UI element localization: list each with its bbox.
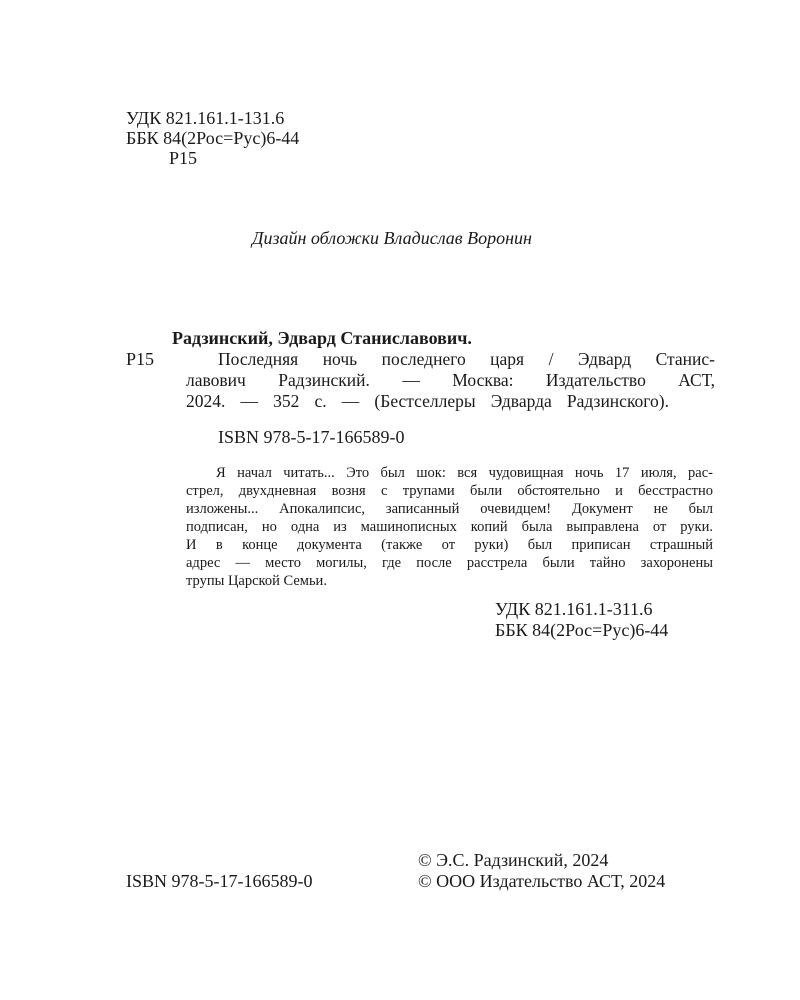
catalog-udk-code: УДК 821.161.1-311.6 — [495, 599, 653, 619]
annotation-line: трупы Царской Семьи. — [186, 573, 327, 589]
top-bbk-code: ББК 84(2Рос=Рус)6-44 — [126, 128, 300, 148]
annotation-line: подписан, но одна из машинописных копий была выправлена от руки. — [186, 519, 713, 535]
copyright-publisher: © ООО Издательство АСТ, 2024 — [418, 871, 666, 891]
copyright-author: © Э.С. Радзинский, 2024 — [418, 850, 609, 870]
catalog-author-sign: Р15 — [126, 349, 155, 369]
catalog-isbn: ISBN 978-5-17-166589-0 — [218, 427, 405, 447]
catalog-title-line-1: Последняя ночь последнего царя / Эдвард Станис- — [218, 349, 715, 369]
top-author-sign: Р15 — [169, 148, 198, 168]
annotation-line: изложены... Апокалипсис, записанный очевидцем! Документ не был — [186, 501, 713, 517]
catalog-bbk-code: ББК 84(2Рос=Рус)6-44 — [495, 620, 669, 640]
annotation-line: адрес — место могилы, где после расстрела были тайно захоронены — [186, 555, 713, 571]
annotation-line: Я начал читать... Это был шок: вся чудовищная ночь 17 июля, рас- — [216, 465, 713, 481]
catalog-title-line-3: 2024. — 352 с. — (Бестселлеры Эдварда Радзинского). — [186, 391, 669, 411]
footer-isbn: ISBN 978-5-17-166589-0 — [126, 871, 313, 891]
catalog-title-line-2: лавович Радзинский. — Москва: Издательство АСТ, — [186, 370, 715, 390]
annotation-line: И в конце документа (также от руки) был приписан страшный — [186, 537, 713, 553]
annotation-line: стрел, двухдневная возня с трупами были обстоятельно и бесстрастно — [186, 483, 713, 499]
catalog-annotation — [186, 464, 713, 590]
catalog-author-heading: Радзинский, Эдвард Станиславович. — [172, 328, 472, 348]
cover-design-credit: Дизайн обложки Владислав Воронин — [252, 228, 532, 248]
top-udk-code: УДК 821.161.1-131.6 — [126, 108, 285, 128]
